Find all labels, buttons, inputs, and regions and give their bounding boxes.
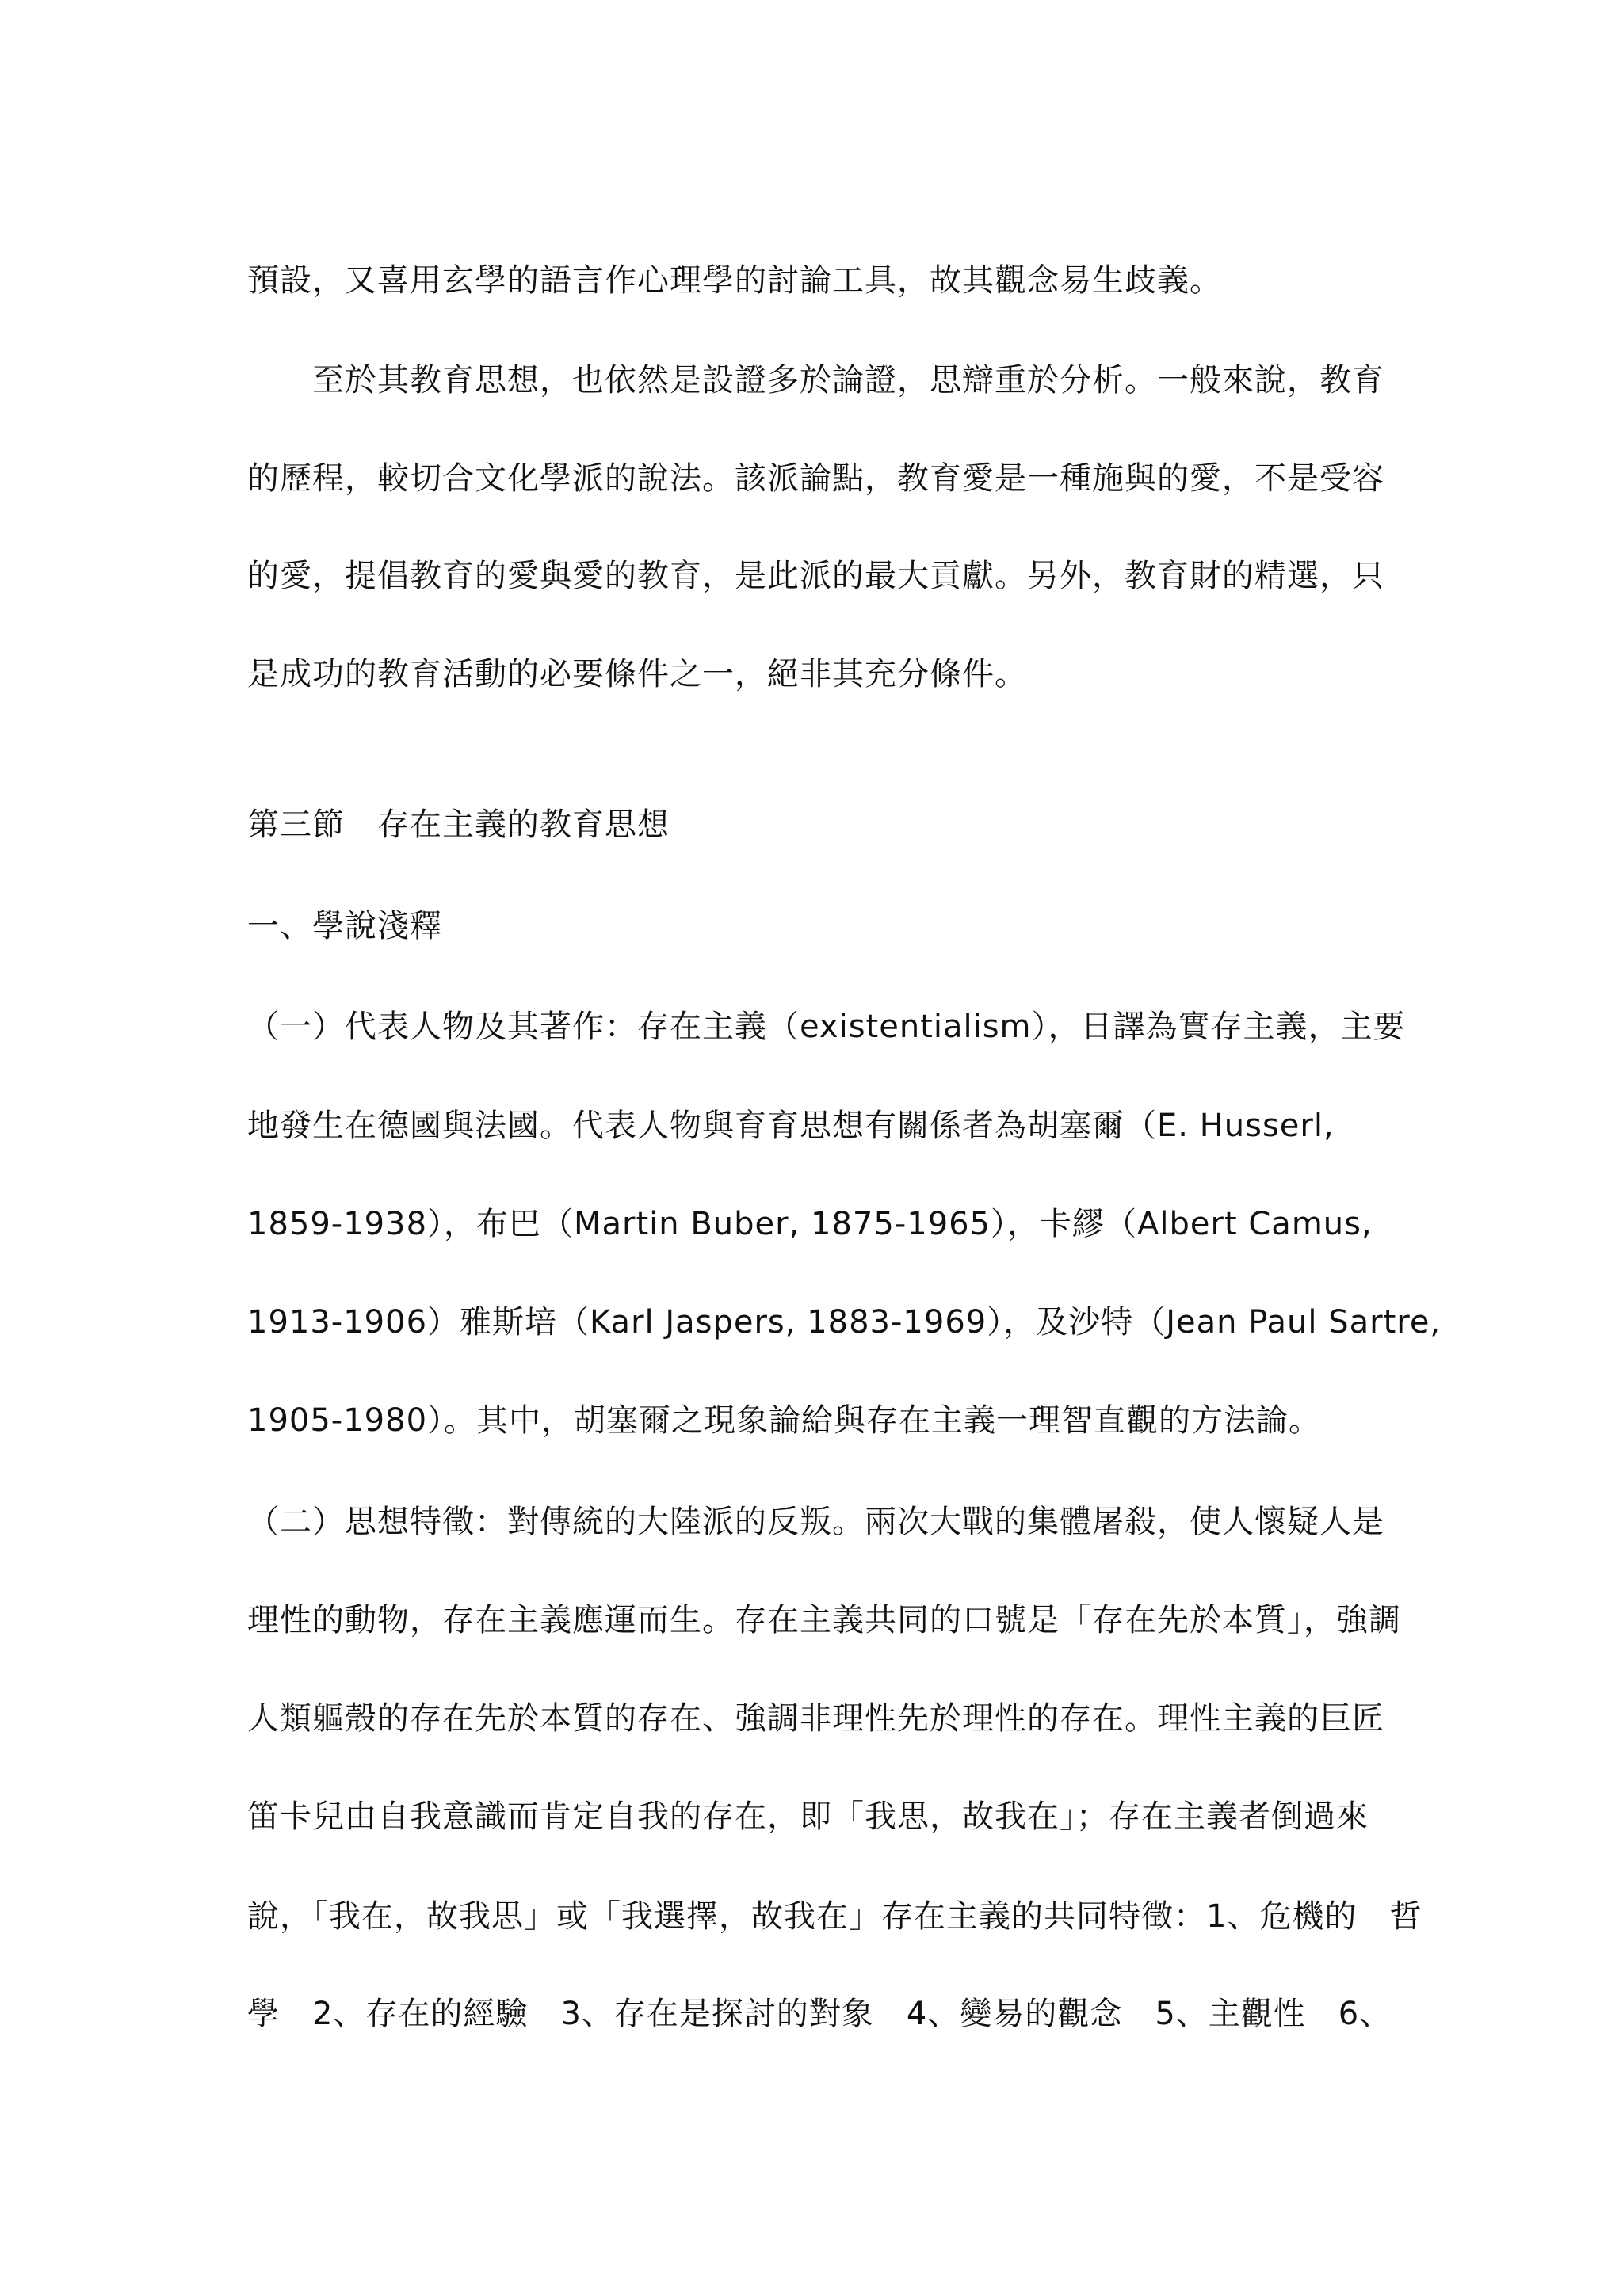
paragraph-line: 說，「我在，故我思」或「我選擇，故我在」存在主義的共同特徵：1、危機的 哲 [247, 1898, 1423, 1935]
paragraph-line: 1905-1980）。其中，胡塞爾之現象論給與存在主義一理智直觀的方法論。 [247, 1402, 1322, 1439]
paragraph-line: 的歷程，較切合文化學派的說法。該派論點，教育愛是一種施與的愛，不是受容 [247, 460, 1384, 497]
paragraph-line: （一）代表人物及其著作：存在主義（existentialism），日譯為實存主義，主要 [247, 1009, 1406, 1045]
paragraph-line: 1913-1906）雅斯培（Karl Jaspers, 1883-1969），及沙特（Jean Paul Sartre, [247, 1304, 1442, 1341]
paragraph-line: 地發生在德國與法國。代表人物與育育思想有關係者為胡塞爾（E. Husserl, [247, 1108, 1335, 1144]
section-heading: 第三節 存在主義的教育思想 [247, 807, 670, 843]
subsection-heading: 一、學說淺釋 [247, 908, 442, 944]
paragraph-line: 學 2、存在的經驗 3、存在是探討的對象 4、變易的觀念 5、主觀性 6、 [247, 1996, 1392, 2032]
paragraph-line: 的愛，提倡教育的愛與愛的教育，是此派的最大貢獻。另外，教育財的精選，只 [247, 558, 1384, 594]
paragraph-line: 人類軀殼的存在先於本質的存在、強調非理性先於理性的存在。理性主義的巨匠 [247, 1700, 1384, 1737]
paragraph-line: 至於其教育思想，也依然是設證多於論證，思辯重於分析。一般來說，教育 [312, 362, 1384, 399]
paragraph-line: 理性的動物，存在主義應運而生。存在主義共同的口號是「存在先於本質」，強調 [247, 1602, 1401, 1638]
paragraph-line: 預設，又喜用玄學的語言作心理學的討論工具，故其觀念易生歧義。 [247, 262, 1222, 299]
paragraph-line: 是成功的教育活動的必要條件之一，絕非其充分條件。 [247, 656, 1027, 692]
paragraph-line: 笛卡兒由自我意識而肯定自我的存在，即「我思，故我在」；存在主義者倒過來 [247, 1798, 1369, 1835]
paragraph-line: 1859-1938），布巴（Martin Buber, 1875-1965），卡繆（Albert Camus, [247, 1206, 1373, 1242]
paragraph-line: （二）思想特徵：對傳統的大陸派的反叛。兩次大戰的集體屠殺，使人懷疑人是 [247, 1504, 1384, 1540]
